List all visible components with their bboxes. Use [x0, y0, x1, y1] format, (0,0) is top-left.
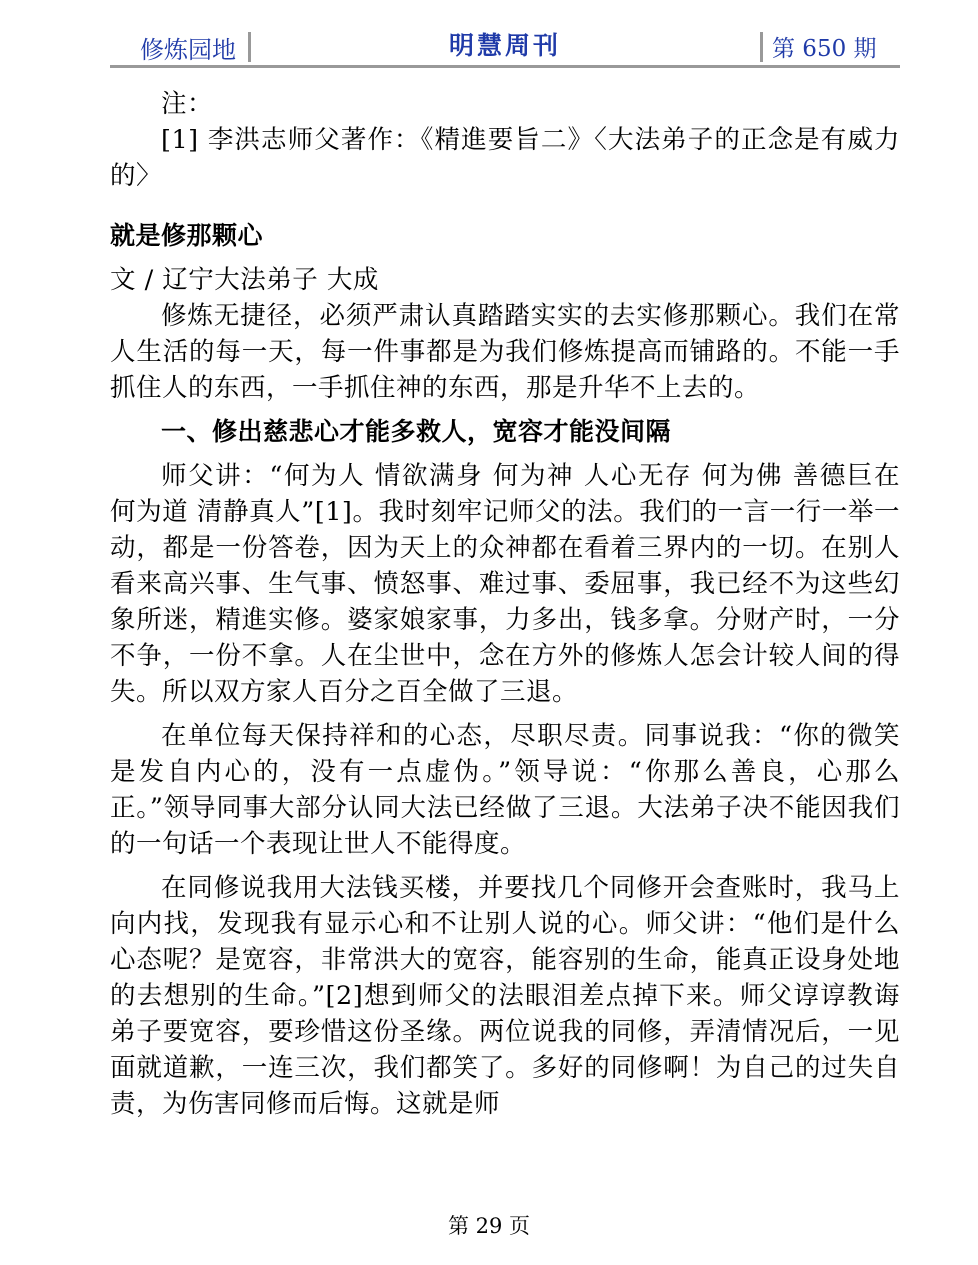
note-item: [1] 李洪志师父著作：《精進要旨二》〈大法弟子的正念是有威力的〉 — [110, 125, 900, 191]
page-number: 第 29 页 — [447, 1214, 531, 1238]
body-paragraph: 在同修说我用大法钱买楼，并要找几个同修开会查账时，我马上向内找，发现我有显示心和不让别人说的心。师父讲：“他们是什么心态呢？是宽容，非常洪大的宽容，能容别的生命，能真正设身处地的去想别的生命。”[2]想到师父的法眼泪差点掉下来。师父谆谆教诲弟子要宽容，要珍惜这份圣缘。两位说我的同修，弄清情况后，一见面就道歉，一连三次，我们都笑了。多好的同修啊！为自己的过失自责，为伤害同修而后悔。这就是师 — [110, 873, 900, 1119]
body-paragraph: 在单位每天保持祥和的心态，尽职尽责。同事说我：“你的微笑是发自内心的，没有一点虚伪。”领导说：“你那么善良，心那么正。”领导同事大部分认同大法已经做了三退。大法弟子决不能因我们的一句话一个表现让世人不能得度。 — [110, 721, 900, 859]
header-divider-right — [760, 32, 763, 62]
header-rule — [110, 65, 900, 68]
article-intro-paragraph: 修炼无捷径，必须严肃认真踏踏实实的去实修那颗心。我们在常人生活的每一天，每一件事都是为我们修炼提高而铺路的。不能一手抓住人的东西，一手抓住神的东西，那是升华不上去的。 — [110, 301, 900, 403]
header-publication-title: 明慧周刊 — [448, 31, 561, 60]
header-section-name: 修炼园地 — [140, 36, 236, 64]
article-title: 就是修那颗心 — [110, 221, 264, 250]
header-issue-number: 第 650 期 — [772, 36, 877, 62]
body-paragraph: 师父讲：“何为人 情欲满身 何为神 人心无存 何为佛 善德巨在 何为道 清静真人”[1]。我时刻牢记师父的法。我们的一言一行一举一动，都是一份答卷，因为天上的众神都在看着三界内的一切。在别人看来高兴事、生气事、愤怒事、难过事、委屈事，我已经不为这些幻象所迷，精進实修。婆家娘家事，力多出，钱多拿。分财产时，一分不争，一份不拿。人在尘世中，念在方外的修炼人怎会计较人间的得失。所以双方家人百分之百全做了三退。 — [110, 461, 900, 707]
article-byline: 文 / 辽宁大法弟子 大成 — [110, 265, 379, 295]
page-header — [110, 24, 900, 68]
page-body — [110, 86, 900, 1122]
section-heading: 一、修出慈悲心才能多救人，宽容才能没间隔 — [161, 417, 672, 446]
notes-label: 注： — [161, 89, 214, 119]
